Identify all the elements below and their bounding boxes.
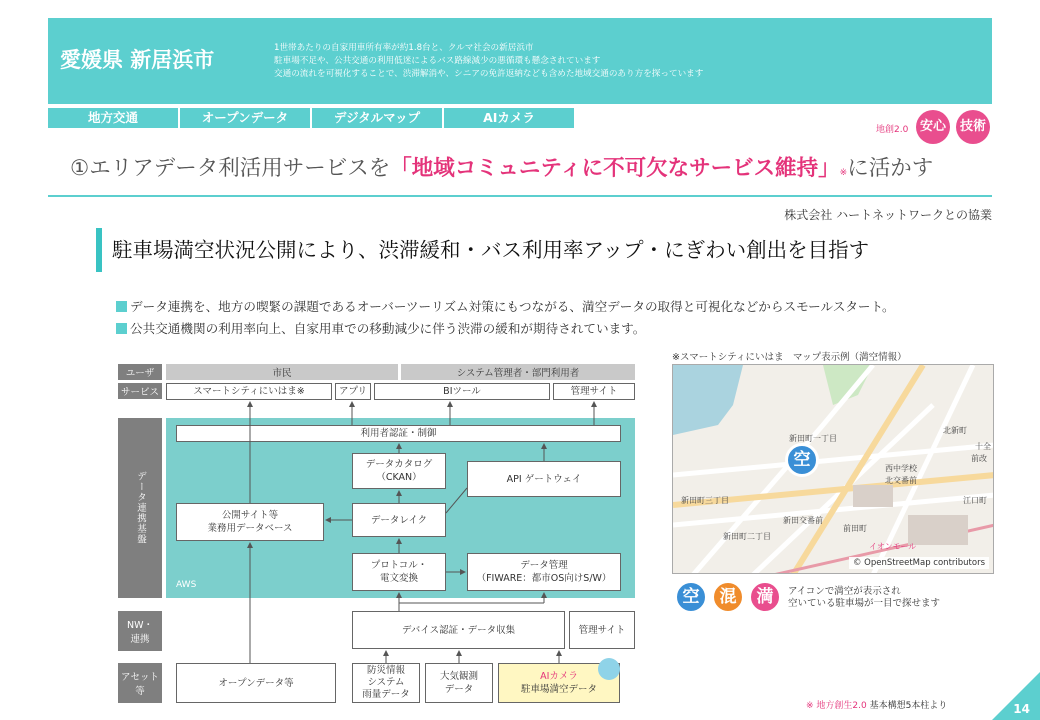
box-open-data: オープンデータ等 — [176, 663, 336, 703]
row-label-asset: アセット 等 — [118, 663, 162, 703]
user-citizen: 市民 — [166, 364, 398, 380]
city-description: 1世帯あたりの自家用車所有率が約1.8台と、クルマ社会の新居浜市 駐車場不足や、公共交通の利用低迷によるバス路線減少の悪循環も懸念されています 交通の流れを可視化することで、渋滞解消や、シニアの免許返納なども含めた地域交通のあり方を探っています — [274, 43, 704, 79]
parking-map[interactable] — [672, 364, 994, 574]
map-label: 北新町 — [943, 426, 967, 435]
map-label: 北交番前 — [885, 476, 917, 485]
box-data-catalog: データカタログ （CKAN） — [352, 453, 446, 489]
box-air-observation: 大気観測 データ — [425, 663, 493, 703]
box-nw-admin-site: 管理サイト — [569, 611, 635, 649]
box-user-auth: 利用者認証・制御 — [176, 425, 621, 442]
service-bi-tool: BIツール — [374, 383, 550, 400]
box-data-management: データ管理 （FIWARE：都市OS向けS/W） — [467, 553, 621, 591]
box-data-lake: データレイク — [352, 503, 446, 537]
source-note: ※ 地方創生2.0 基本構想5本柱より — [806, 701, 948, 711]
pin-empty-icon: 空 — [674, 580, 708, 614]
box-ai-camera: AIカメラ 駐車場満空データ — [498, 663, 620, 703]
service-admin-site: 管理サイト — [553, 383, 635, 400]
box-api-gateway: API ゲートウェイ — [467, 461, 621, 497]
tag-open-data: オープンデータ — [180, 108, 310, 128]
map-label: イオンモール — [869, 542, 917, 551]
box-public-site: 公開サイト等 業務用データベース — [176, 503, 324, 541]
map-parking-pin-icon[interactable]: 空 — [785, 443, 819, 477]
tag-local-transport: 地方交通 — [48, 108, 178, 128]
row-label-network: NW・ 連携 — [118, 611, 162, 651]
pin-full-icon: 満 — [748, 580, 782, 614]
box-protocol-conversion: プロトコル・ 電文変換 — [352, 553, 446, 591]
map-copyright: © OpenStreetMap contributors — [849, 557, 989, 569]
map-label: 新田町二丁目 — [723, 532, 771, 541]
map-caption: ※スマートシティにいはま マップ表示例（満空情報） — [672, 352, 907, 363]
page-number: 14 — [1013, 702, 1030, 716]
bullet-item: 公共交通機関の利用率向上、自家用車での移動減少に伴う渋滞の緩和が期待されています。 — [116, 318, 895, 340]
box-device-auth: デバイス認証・データ収集 — [352, 611, 565, 649]
box-disaster-info: 防災情報 システム 雨量データ — [352, 663, 420, 703]
badge-anshin: 安心 — [916, 110, 950, 144]
section-subtitle: 駐車場満空状況公開により、渋滞緩和・バス利用率アップ・にぎわい創出を目指す — [96, 228, 869, 272]
bullet-item: データ連携を、地方の喫緊の課題であるオーバーツーリズム対策にもつながる、満空データの取得と可視化などからスモールスタート。 — [116, 296, 895, 318]
chiso-label: 地創2.0 — [876, 125, 909, 135]
map-label: 新田町一丁目 — [789, 434, 837, 443]
service-smartcity: スマートシティにいはま※ — [166, 383, 332, 400]
tag-ai-camera: AIカメラ — [444, 108, 574, 128]
tag-digital-map: デジタルマップ — [312, 108, 442, 128]
page-title: ①エリアデータ利活用サービスを「地域コミュニティに不可欠なサービス維持」※に活かす — [70, 156, 934, 181]
map-streets — [673, 365, 994, 574]
service-app: アプリ — [335, 383, 371, 400]
map-label: 前田町 — [843, 524, 867, 533]
aws-label: AWS — [176, 580, 197, 590]
user-admin: システム管理者・部門利用者 — [401, 364, 635, 380]
row-label-user: ユーザ — [118, 364, 162, 380]
map-label: 新田交番前 — [783, 516, 823, 525]
city-name: 愛媛県 新居浜市 — [60, 48, 215, 72]
map-label: 十全 — [975, 442, 991, 451]
map-label: 新田町三丁目 — [681, 496, 729, 505]
map-label: 江口町 — [963, 496, 987, 505]
pin-mixed-icon: 混 — [711, 580, 745, 614]
row-label-service: サービス — [118, 383, 162, 399]
map-label: 西中学校 — [885, 464, 917, 473]
badge-gijutsu: 技術 — [956, 110, 990, 144]
map-label: 前改 — [971, 454, 987, 463]
row-label-platform: データ連携基盤 — [118, 418, 162, 598]
partner-text: 株式会社 ハートネットワークとの協業 — [784, 208, 992, 222]
pin-legend-note: アイコンで満空が表示され 空いている駐車場が一目で探せます — [788, 586, 941, 609]
